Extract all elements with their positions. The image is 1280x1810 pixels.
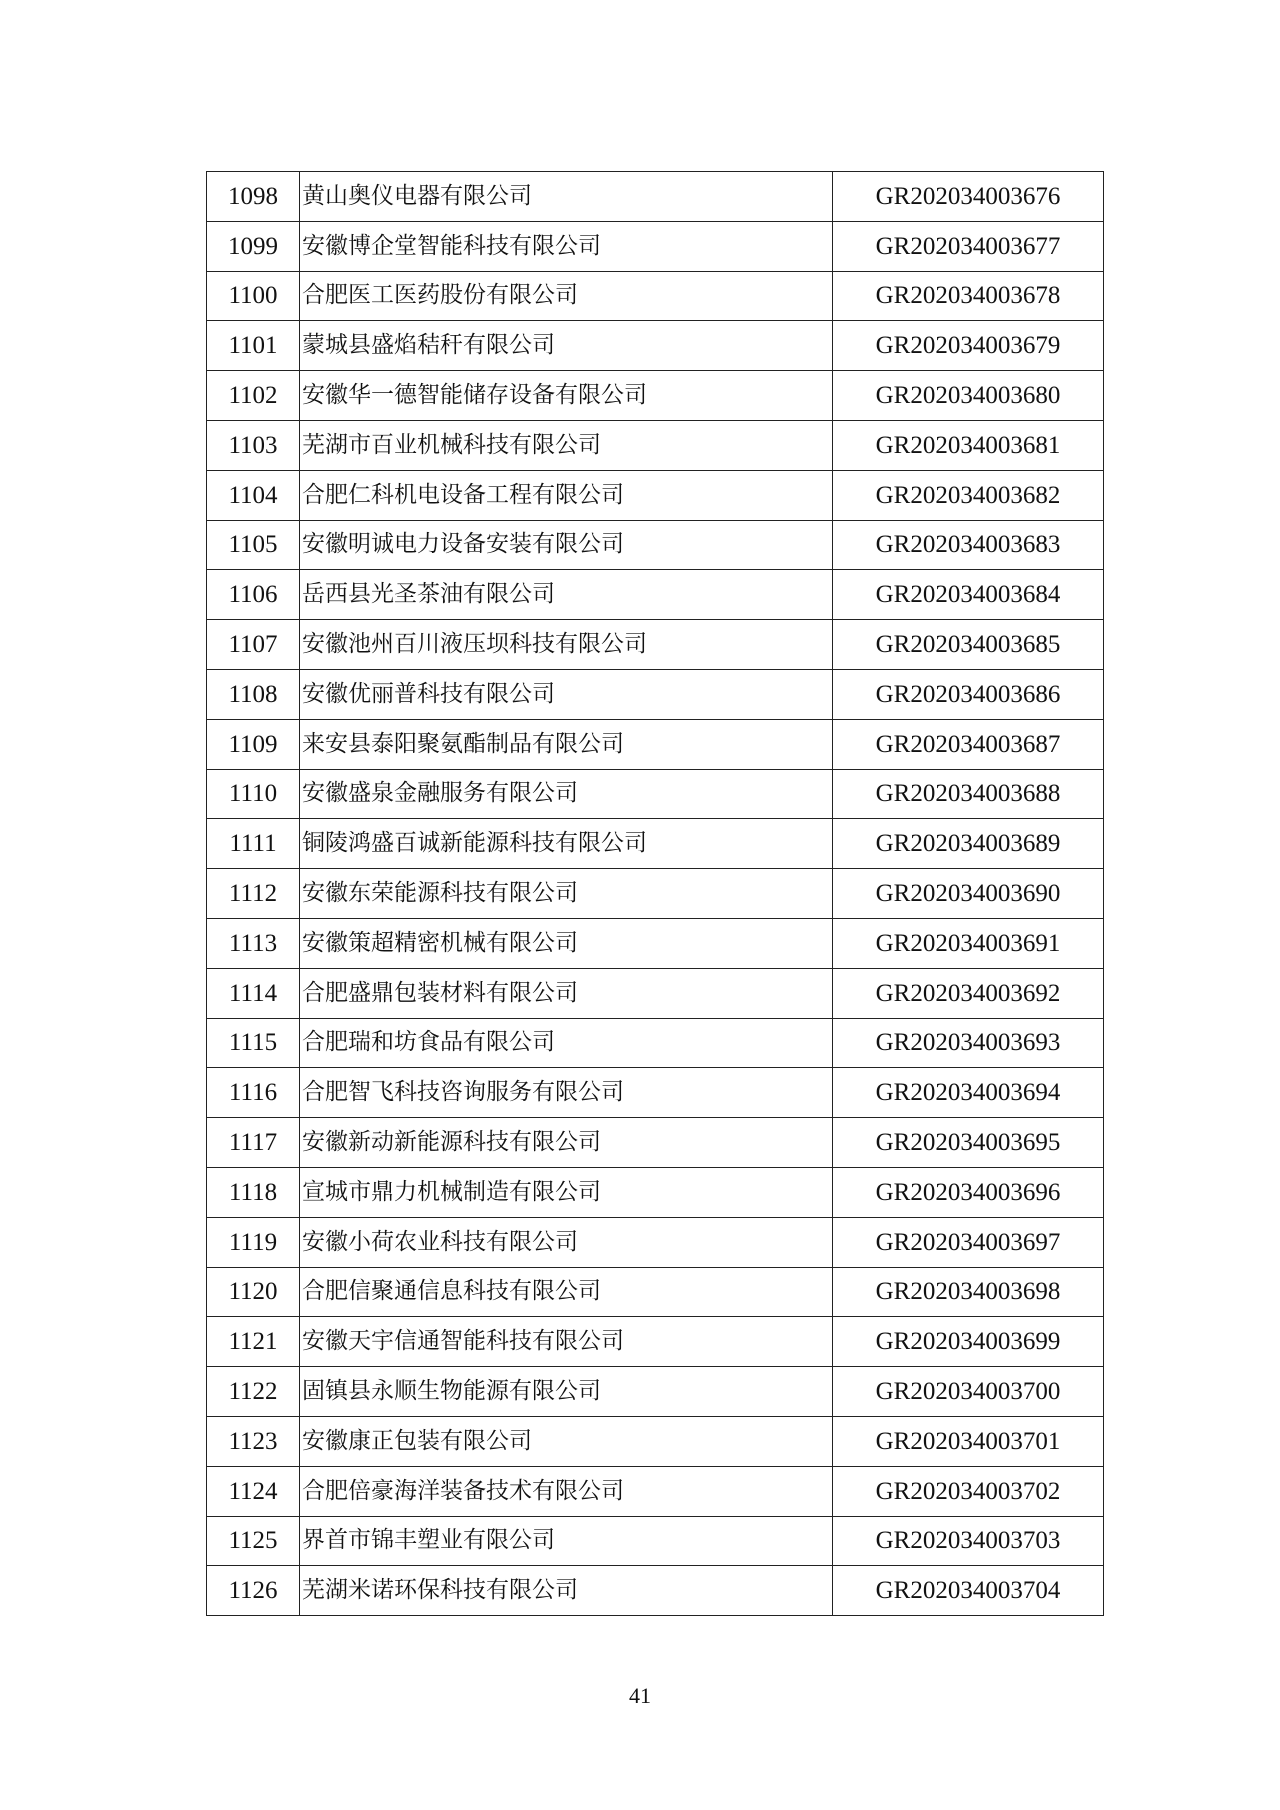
table-row (207, 1167, 1104, 1217)
certificate-code: GR202034003690 (833, 869, 1104, 919)
company-name: 安徽新动新能源科技有限公司 (300, 1118, 833, 1168)
company-name: 铜陵鸿盛百诚新能源科技有限公司 (300, 819, 833, 869)
company-name: 蒙城县盛焰秸秆有限公司 (300, 321, 833, 371)
company-name: 安徽优丽普科技有限公司 (300, 669, 833, 719)
row-number: 1104 (207, 470, 300, 520)
table-row (207, 1018, 1104, 1068)
company-name: 界首市锦丰塑业有限公司 (300, 1516, 833, 1566)
company-name: 安徽康正包装有限公司 (300, 1416, 833, 1466)
row-number: 1111 (207, 819, 300, 869)
certificate-code: GR202034003693 (833, 1018, 1104, 1068)
row-number: 1107 (207, 620, 300, 670)
certificate-code: GR202034003696 (833, 1167, 1104, 1217)
row-number: 1108 (207, 669, 300, 719)
table-row (207, 968, 1104, 1018)
row-number: 1102 (207, 371, 300, 421)
row-number: 1103 (207, 420, 300, 470)
company-name: 芜湖米诺环保科技有限公司 (300, 1566, 833, 1616)
certificate-code: GR202034003688 (833, 769, 1104, 819)
certificate-code: GR202034003680 (833, 371, 1104, 421)
company-name: 安徽小荷农业科技有限公司 (300, 1217, 833, 1267)
row-number: 1120 (207, 1267, 300, 1317)
company-name: 芜湖市百业机械科技有限公司 (300, 420, 833, 470)
row-number: 1100 (207, 271, 300, 321)
table-row (207, 819, 1104, 869)
certificate-code: GR202034003701 (833, 1416, 1104, 1466)
table-row (207, 1118, 1104, 1168)
company-name: 安徽天宇信通智能科技有限公司 (300, 1317, 833, 1367)
table-row (207, 221, 1104, 271)
table-row (207, 1566, 1104, 1616)
certificate-code: GR202034003697 (833, 1217, 1104, 1267)
certificate-code: GR202034003676 (833, 172, 1104, 222)
table-row (207, 570, 1104, 620)
company-name: 安徽盛泉金融服务有限公司 (300, 769, 833, 819)
certificate-code: GR202034003683 (833, 520, 1104, 570)
row-number: 1117 (207, 1118, 300, 1168)
table-row (207, 172, 1104, 222)
row-number: 1109 (207, 719, 300, 769)
row-number: 1113 (207, 918, 300, 968)
company-name: 岳西县光圣茶油有限公司 (300, 570, 833, 620)
row-number: 1099 (207, 221, 300, 271)
table-row (207, 1416, 1104, 1466)
company-name: 黄山奥仪电器有限公司 (300, 172, 833, 222)
table-row (207, 271, 1104, 321)
certificate-code: GR202034003682 (833, 470, 1104, 520)
certificate-code: GR202034003694 (833, 1068, 1104, 1118)
row-number: 1126 (207, 1566, 300, 1616)
table-row (207, 1367, 1104, 1417)
row-number: 1118 (207, 1167, 300, 1217)
row-number: 1114 (207, 968, 300, 1018)
certificate-code: GR202034003689 (833, 819, 1104, 869)
row-number: 1106 (207, 570, 300, 620)
table-row (207, 620, 1104, 670)
row-number: 1115 (207, 1018, 300, 1068)
table-row (207, 1068, 1104, 1118)
certificate-code: GR202034003679 (833, 321, 1104, 371)
company-name: 宣城市鼎力机械制造有限公司 (300, 1167, 833, 1217)
company-name: 合肥信聚通信息科技有限公司 (300, 1267, 833, 1317)
company-name: 安徽池州百川液压坝科技有限公司 (300, 620, 833, 670)
row-number: 1116 (207, 1068, 300, 1118)
certificate-code: GR202034003686 (833, 669, 1104, 719)
row-number: 1101 (207, 321, 300, 371)
row-number: 1110 (207, 769, 300, 819)
row-number: 1123 (207, 1416, 300, 1466)
certificate-code: GR202034003691 (833, 918, 1104, 968)
row-number: 1124 (207, 1466, 300, 1516)
company-name: 安徽东荣能源科技有限公司 (300, 869, 833, 919)
table-row (207, 520, 1104, 570)
company-name: 合肥仁科机电设备工程有限公司 (300, 470, 833, 520)
row-number: 1105 (207, 520, 300, 570)
row-number: 1112 (207, 869, 300, 919)
certificate-code: GR202034003685 (833, 620, 1104, 670)
table-row (207, 918, 1104, 968)
company-name: 固镇县永顺生物能源有限公司 (300, 1367, 833, 1417)
table-row (207, 769, 1104, 819)
table-row (207, 719, 1104, 769)
table-row (207, 669, 1104, 719)
certificate-code: GR202034003681 (833, 420, 1104, 470)
company-name: 来安县泰阳聚氨酯制品有限公司 (300, 719, 833, 769)
company-name: 安徽博企堂智能科技有限公司 (300, 221, 833, 271)
certificate-code: GR202034003684 (833, 570, 1104, 620)
table-row (207, 371, 1104, 421)
company-name: 安徽明诚电力设备安装有限公司 (300, 520, 833, 570)
certificate-code: GR202034003698 (833, 1267, 1104, 1317)
row-number: 1121 (207, 1317, 300, 1367)
certificate-code: GR202034003677 (833, 221, 1104, 271)
certificate-code: GR202034003699 (833, 1317, 1104, 1367)
company-table (206, 171, 1104, 1616)
table-row (207, 1317, 1104, 1367)
certificate-code: GR202034003695 (833, 1118, 1104, 1168)
page-number: 41 (629, 1683, 651, 1708)
certificate-code: GR202034003687 (833, 719, 1104, 769)
table-row (207, 1217, 1104, 1267)
row-number: 1122 (207, 1367, 300, 1417)
table-row (207, 869, 1104, 919)
certificate-code: GR202034003700 (833, 1367, 1104, 1417)
row-number: 1125 (207, 1516, 300, 1566)
table-body (207, 172, 1104, 1616)
table-row (207, 1267, 1104, 1317)
company-name: 合肥瑞和坊食品有限公司 (300, 1018, 833, 1068)
table-row (207, 470, 1104, 520)
table-row (207, 420, 1104, 470)
table-row (207, 321, 1104, 371)
certificate-code: GR202034003702 (833, 1466, 1104, 1516)
company-name: 安徽策超精密机械有限公司 (300, 918, 833, 968)
company-name: 合肥智飞科技咨询服务有限公司 (300, 1068, 833, 1118)
certificate-code: GR202034003703 (833, 1516, 1104, 1566)
company-name: 合肥倍豪海洋装备技术有限公司 (300, 1466, 833, 1516)
certificate-code: GR202034003678 (833, 271, 1104, 321)
company-name: 安徽华一德智能储存设备有限公司 (300, 371, 833, 421)
table-row (207, 1466, 1104, 1516)
certificate-code: GR202034003692 (833, 968, 1104, 1018)
row-number: 1098 (207, 172, 300, 222)
table-row (207, 1516, 1104, 1566)
company-name: 合肥盛鼎包装材料有限公司 (300, 968, 833, 1018)
certificate-code: GR202034003704 (833, 1566, 1104, 1616)
row-number: 1119 (207, 1217, 300, 1267)
company-name: 合肥医工医药股份有限公司 (300, 271, 833, 321)
